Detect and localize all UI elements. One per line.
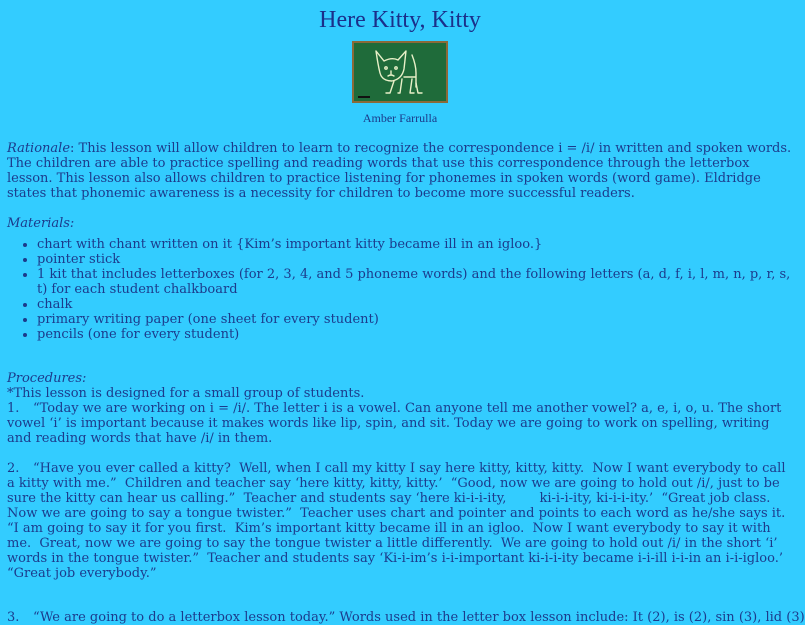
- step-text: “Have you ever called a kitty? Well, when I call my kitty I say here kitty, kitty, kitty. Now I want everybody to call a kitty with me.” Children and teacher say ‘here kitty, kitty, kitty.’ “Good, now we are going to hold out /i/, just to be sure the kitty can hear us calling.” Teacher and students say ‘here ki-i-i-ity, ki-i-i-ity, ki-i-i-ity.’ “Great job class. Now we are going to say a tongue twister.” Teacher uses chart and pointer and points to each word as he/she says it. “I am going to say it for you first. Kim’s important kitty became ill in an igloo. Now I want everybody to say it with me. Great, now we are going to say the tongue twister a little differently. We are going to hold out /i/ in the short ‘i’ words in the tongue twister.” Teacher and students say ‘Ki-i-im’s i-i-important ki-i-i-ity became i-i-ill i-i-in an i-i-igloo.’ “Great job everybody.”: [7, 461, 794, 581]
- rationale-text: : This lesson will allow children to learn to recognize the correspondence i = /i/ in written and spoken words. The children are able to practice spelling and reading words that use this correspondence through the letterbox lesson. This lesson also allows children to practice listening for phonemes in spoken words (word game). Eldridge states that phonemic awareness is a necessity for children to become more successful readers.: [7, 141, 792, 201]
- materials-list: [7, 237, 793, 342]
- step-number: 1.: [7, 401, 20, 416]
- step-text: “We are going to do a letterbox lesson today.” Words used in the letter box lesson include: It (2), is (2), sin (3), lid (3): [33, 610, 805, 625]
- materials-label: Materials:: [7, 216, 75, 231]
- list-item: • chalk: [37, 297, 793, 312]
- author-name: Amber Farrulla: [362, 111, 438, 125]
- chalkboard-cat-image: [352, 41, 448, 103]
- step-number: 2.: [7, 461, 20, 476]
- rationale-label: Rationale: [7, 141, 71, 156]
- procedures-label: Procedures:: [7, 371, 87, 386]
- list-item: • pencils (one for every student): [37, 327, 793, 342]
- rationale-section: [7, 141, 793, 201]
- list-item: • 1 kit that includes letterboxes (for 2, 3, 4, and 5 phoneme words) and the following letters (a, d, f, i, l, m, n, p, r, s, t) for each student chalkboard: [37, 267, 793, 297]
- page-title: Here Kitty, Kitty: [319, 7, 481, 33]
- list-item: • chart with chant written on it {Kim’s important kitty became ill in an igloo.}: [37, 237, 793, 252]
- list-item: • pointer stick: [37, 252, 793, 267]
- procedure-step-1: [7, 401, 793, 446]
- list-item: • primary writing paper (one sheet for every student): [37, 312, 793, 327]
- procedures-note: *This lesson is designed for a small group of students.: [7, 386, 365, 401]
- procedure-step-3: [7, 610, 805, 625]
- procedure-step-2: [7, 461, 793, 581]
- cat-drawing-icon: [354, 43, 446, 101]
- step-text: “Today we are working on i = /i/. The letter i is a vowel. Can anyone tell me another vowel? a, e, i, o, u. The short vowel ‘i’ is important because it makes words like lip, spin, and sit. Today we are going to work on spelling, writing and reading words that have /i/ in them.: [7, 401, 782, 446]
- step-number: 3.: [7, 610, 20, 625]
